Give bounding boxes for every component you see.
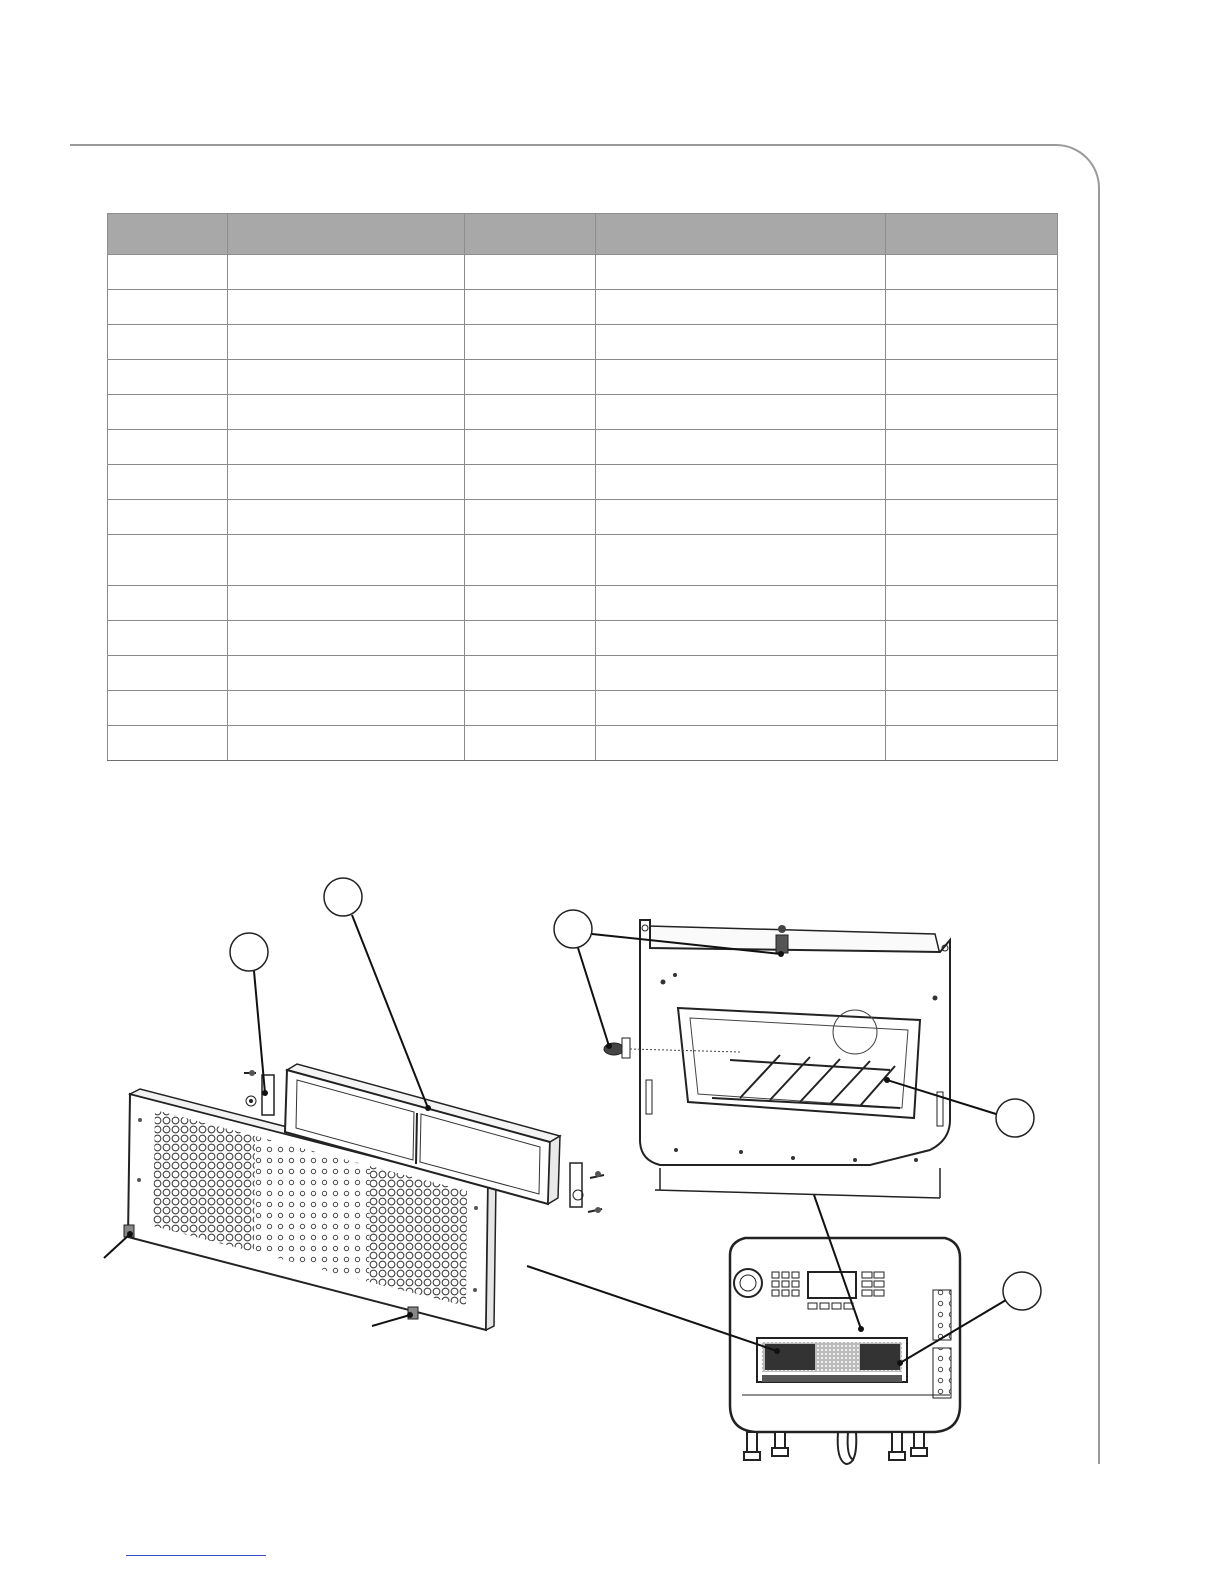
table-row xyxy=(108,656,1058,691)
table-cell xyxy=(465,535,596,586)
table-cell xyxy=(465,656,596,691)
parts-table xyxy=(107,213,1058,761)
table-row xyxy=(108,500,1058,535)
table-cell xyxy=(108,465,228,500)
table-cell xyxy=(228,621,465,656)
table-cell xyxy=(108,325,228,360)
table-cell xyxy=(596,500,886,535)
table-cell xyxy=(465,691,596,726)
table-cell xyxy=(465,360,596,395)
table-cell xyxy=(465,325,596,360)
table-row xyxy=(108,360,1058,395)
table-cell xyxy=(228,726,465,761)
table-cell xyxy=(108,726,228,761)
table-cell xyxy=(886,290,1058,325)
table-cell xyxy=(886,691,1058,726)
table-cell xyxy=(228,500,465,535)
footer-link[interactable] xyxy=(126,1555,266,1556)
callout-3 xyxy=(554,910,592,948)
table-cell xyxy=(596,325,886,360)
exploded-parts-diagram xyxy=(0,860,1224,1500)
table-cell xyxy=(108,255,228,290)
table-cell xyxy=(886,535,1058,586)
table-cell xyxy=(228,691,465,726)
table-header-row xyxy=(108,214,1058,255)
table-cell xyxy=(886,255,1058,290)
table-cell xyxy=(465,500,596,535)
table-cell xyxy=(228,360,465,395)
table-cell xyxy=(886,586,1058,621)
table-row xyxy=(108,586,1058,621)
complete-oven xyxy=(730,1238,960,1464)
table-row xyxy=(108,395,1058,430)
table-cell xyxy=(108,360,228,395)
table-cell xyxy=(886,621,1058,656)
table-cell xyxy=(228,465,465,500)
table-cell xyxy=(108,500,228,535)
table-cell xyxy=(886,325,1058,360)
table-cell xyxy=(596,586,886,621)
table-cell xyxy=(228,255,465,290)
table-row xyxy=(108,290,1058,325)
oven-feet xyxy=(744,1432,927,1460)
table-cell xyxy=(886,465,1058,500)
table-row xyxy=(108,621,1058,656)
header-cell xyxy=(228,214,465,255)
table-cell xyxy=(465,726,596,761)
table-cell xyxy=(596,656,886,691)
table-cell xyxy=(108,290,228,325)
table-cell xyxy=(596,535,886,586)
table-cell xyxy=(108,535,228,586)
callout-2 xyxy=(230,933,268,971)
table-cell xyxy=(228,586,465,621)
table-cell xyxy=(108,621,228,656)
table-row xyxy=(108,465,1058,500)
table-cell xyxy=(596,691,886,726)
callout-1 xyxy=(324,878,362,916)
table-cell xyxy=(228,290,465,325)
header-cell xyxy=(465,214,596,255)
table-row xyxy=(108,726,1058,761)
keypad xyxy=(772,1272,799,1296)
table-cell xyxy=(108,395,228,430)
table-cell xyxy=(465,395,596,430)
callout-4 xyxy=(996,1099,1034,1137)
table-cell xyxy=(596,255,886,290)
table-cell xyxy=(228,430,465,465)
table-cell xyxy=(886,430,1058,465)
table-cell xyxy=(108,586,228,621)
header-cell xyxy=(596,214,886,255)
table-cell xyxy=(596,430,886,465)
header-cell xyxy=(886,214,1058,255)
table-cell xyxy=(596,726,886,761)
table-cell xyxy=(886,500,1058,535)
table-cell xyxy=(596,290,886,325)
table-cell xyxy=(465,290,596,325)
table-row xyxy=(108,535,1058,586)
table-cell xyxy=(886,656,1058,691)
table-cell xyxy=(228,395,465,430)
callout-5 xyxy=(1003,1272,1041,1310)
table-cell xyxy=(108,656,228,691)
table-cell xyxy=(228,656,465,691)
table-cell xyxy=(465,430,596,465)
bracket-right xyxy=(570,1163,604,1213)
bracket-left xyxy=(244,1070,274,1115)
table-row xyxy=(108,325,1058,360)
table-cell xyxy=(465,621,596,656)
table-cell xyxy=(596,360,886,395)
table-row xyxy=(108,255,1058,290)
table-cell xyxy=(228,535,465,586)
oven-cavity-assembly xyxy=(604,920,950,1198)
table-cell xyxy=(596,395,886,430)
table-cell xyxy=(228,325,465,360)
table-cell xyxy=(108,691,228,726)
table-cell xyxy=(886,395,1058,430)
table-cell xyxy=(465,586,596,621)
table-cell xyxy=(108,430,228,465)
table-row xyxy=(108,691,1058,726)
table-cell xyxy=(886,726,1058,761)
table-cell xyxy=(596,621,886,656)
header-cell xyxy=(108,214,228,255)
table-cell xyxy=(465,255,596,290)
table-row xyxy=(108,430,1058,465)
table-cell xyxy=(465,465,596,500)
table-cell xyxy=(596,465,886,500)
table-cell xyxy=(886,360,1058,395)
